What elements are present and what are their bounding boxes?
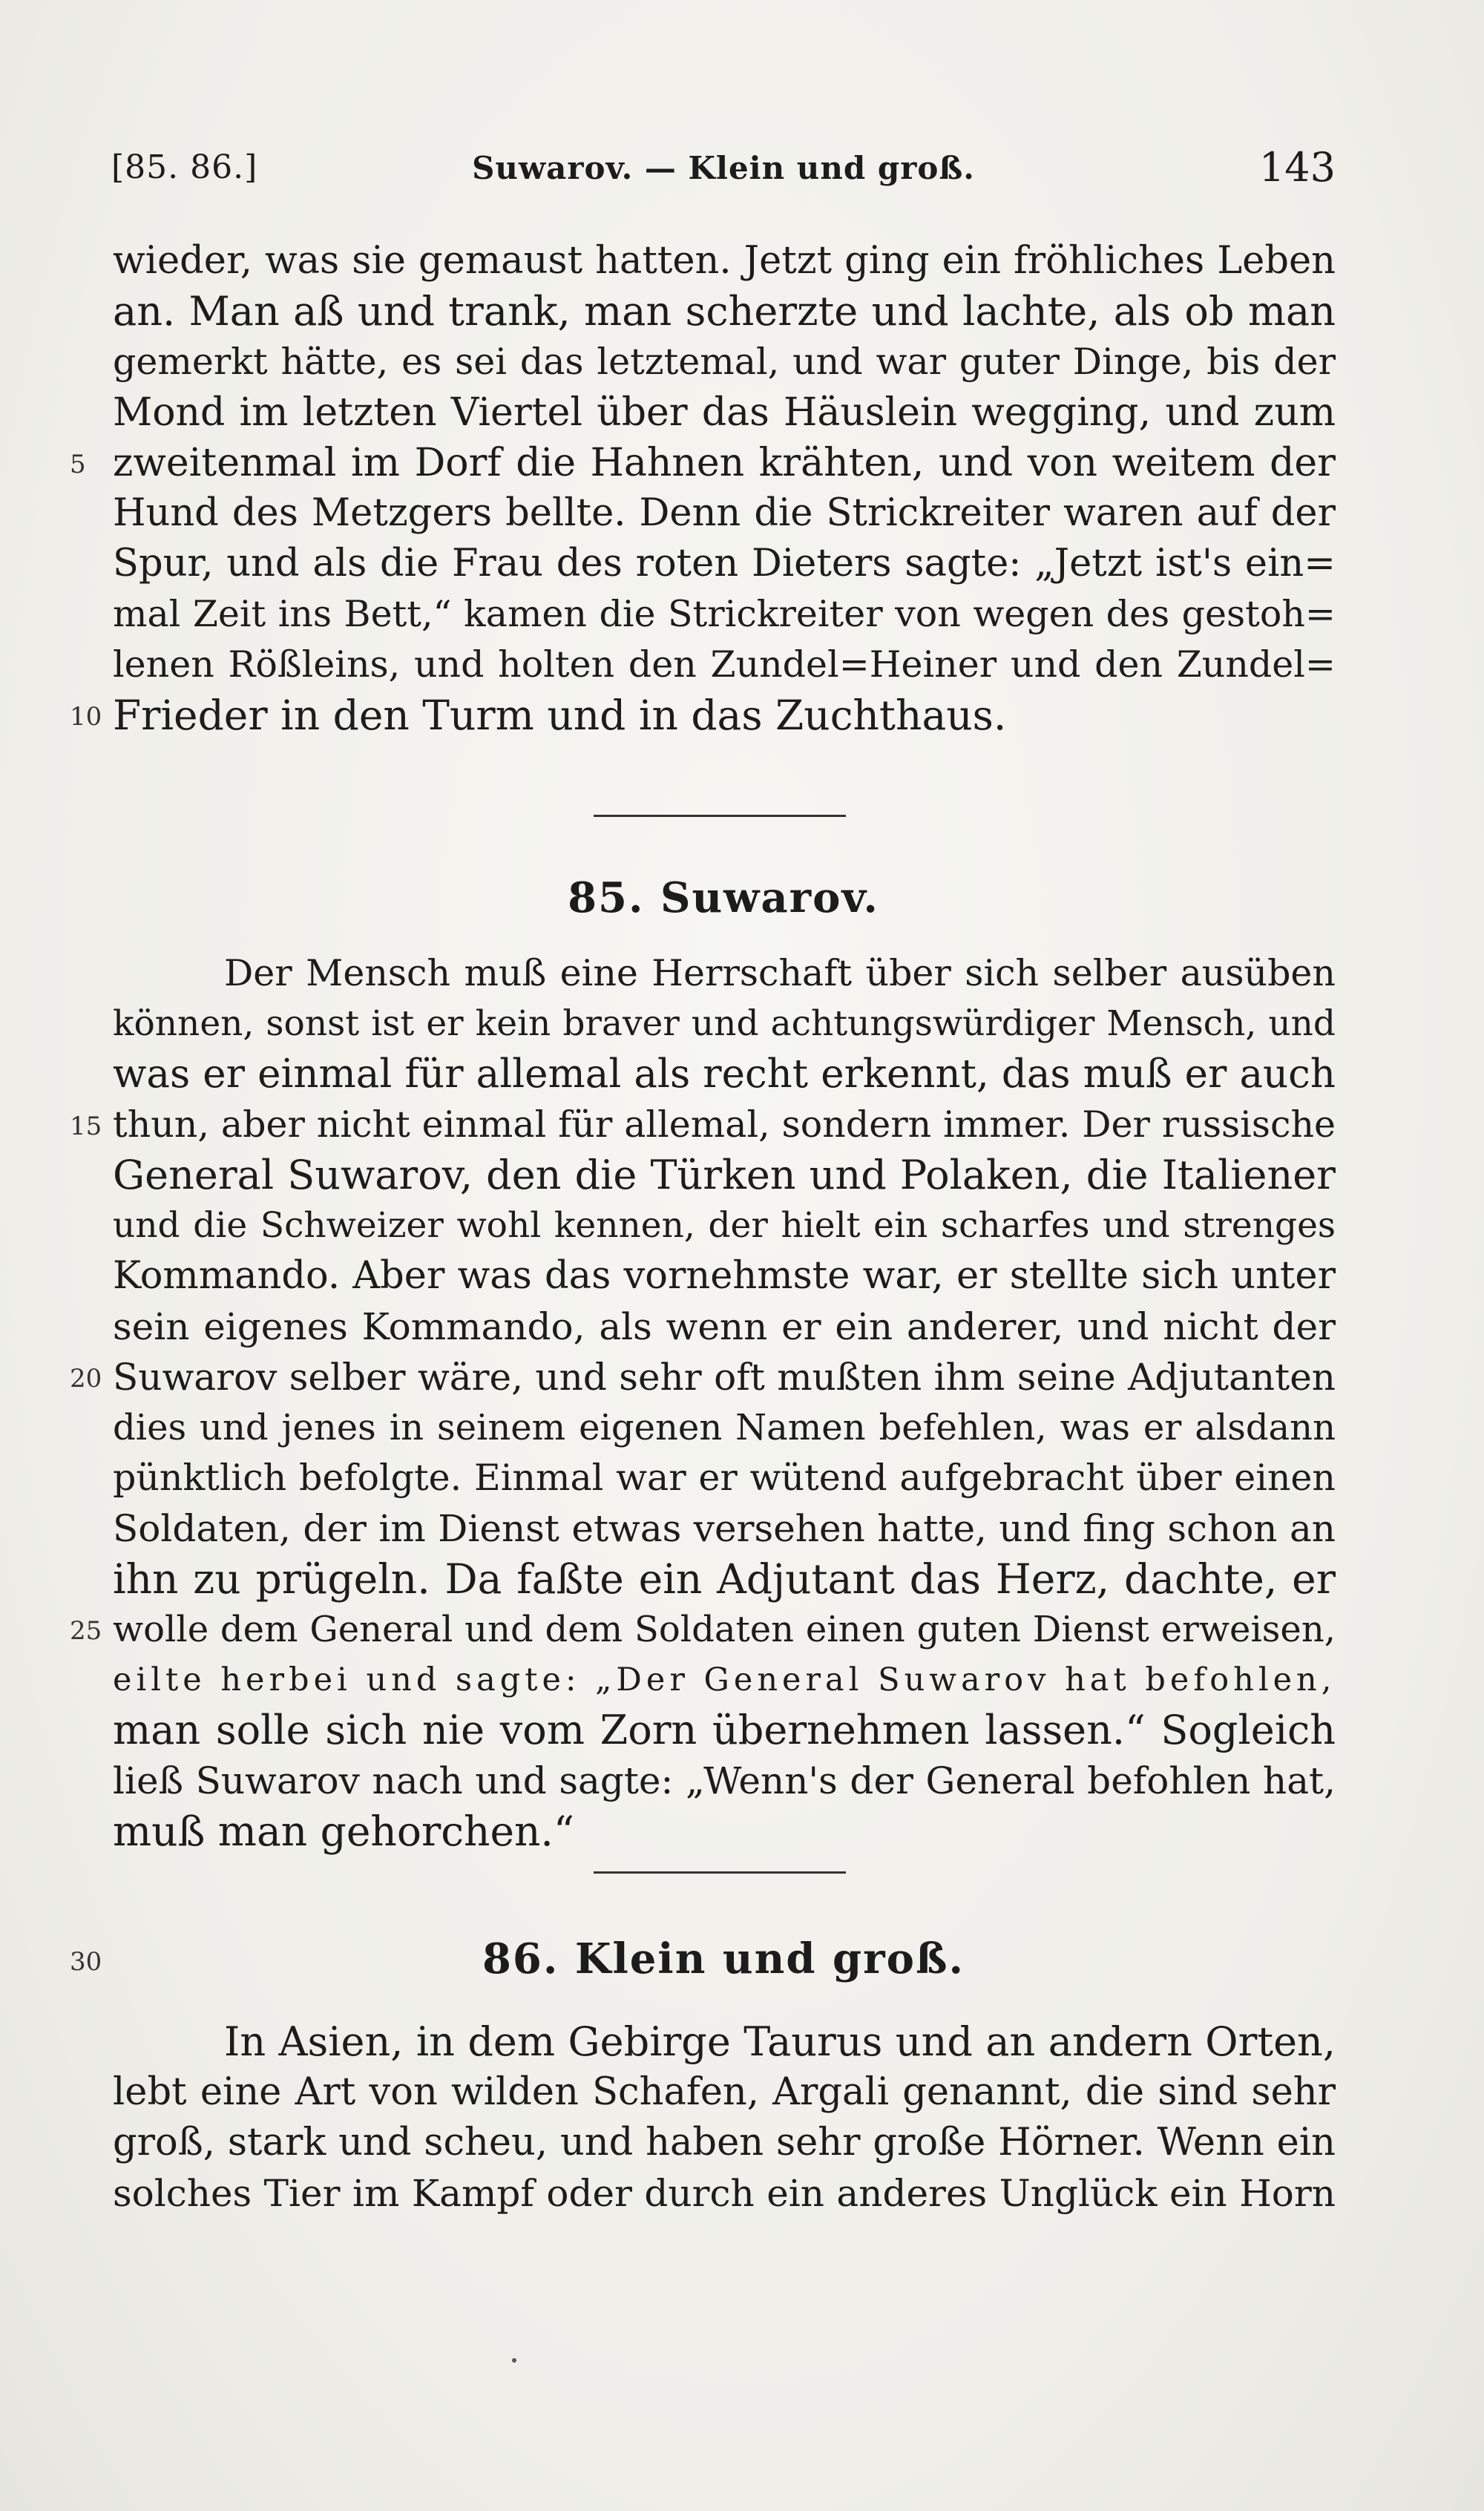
running-title: Suwarov. — Klein und groß. — [472, 150, 975, 186]
text-line: pünktlich befolgte. Einmal war er wütend aufgebracht über einen — [113, 1457, 1336, 1499]
line-number: 20 — [70, 1364, 102, 1394]
section-title-85: 85. Suwarov. — [568, 873, 879, 922]
section-range: [85. 86.] — [111, 148, 258, 186]
line-number: 30 — [70, 1947, 102, 1977]
text-line: Spur, und als die Frau des roten Dieters sagte: „Jetzt ist's ein= — [113, 542, 1336, 585]
text-line: und die Schweizer wohl kennen, der hielt ein scharfes und strenges — [113, 1205, 1336, 1246]
text-line: solches Tier im Kampf oder durch ein anderes Unglück ein Horn — [113, 2172, 1336, 2215]
text-line: lenen Rößleins, und holten den Zundel=Heiner und den Zundel= — [113, 643, 1336, 686]
text-line: was er einmal für allemal als recht erkennt, das muß er auch — [113, 1051, 1336, 1097]
text-line: wolle dem General und dem Soldaten einen guten Dienst erweisen, — [113, 1609, 1336, 1650]
text-line: General Suwarov, den die Türken und Polaken, die Italiener — [113, 1152, 1336, 1198]
text-line: thun, aber nicht einmal für allemal, sondern immer. Der russische — [113, 1103, 1336, 1146]
text-line: ihn zu prügeln. Da faßte ein Adjutant das Herz, dachte, er — [113, 1555, 1336, 1603]
text-line: Hund des Metzgers bellte. Denn die Strickreiter waren auf der — [113, 491, 1336, 535]
text-line: gemerkt hätte, es sei das letztemal, und war guter Dinge, bis der — [113, 341, 1336, 383]
text-line: zweitenmal im Dorf die Hahnen krähten, und von weitem der — [113, 441, 1336, 485]
text-line: Frieder in den Turm und in das Zuchthaus. — [113, 692, 1007, 739]
text-line: dies und jenes in seinem eigenen Namen befehlen, was er alsdann — [113, 1407, 1336, 1448]
text-line: muß man gehorchen.“ — [113, 1808, 575, 1855]
text-line: In Asien, in dem Gebirge Taurus und an andern Orten, — [224, 2018, 1336, 2065]
line-number: 25 — [70, 1616, 102, 1646]
section-divider — [594, 1871, 846, 1874]
text-line: Der Mensch muß eine Herrschaft über sich selber ausüben — [224, 952, 1336, 994]
text-line: Suwarov selber wäre, und sehr oft mußten ihm seine Adjutanten — [113, 1356, 1336, 1399]
text-line: mal Zeit ins Bett,“ kamen die Strickreiter von wegen des gestoh= — [113, 593, 1336, 635]
text-line: wieder, was sie gemaust hatten. Jetzt ging ein fröhliches Leben — [113, 239, 1336, 283]
text-line: lebt eine Art von wilden Schafen, Argali genannt, die sind sehr — [113, 2070, 1336, 2114]
line-number: 15 — [70, 1112, 102, 1141]
section-divider — [594, 815, 846, 817]
text-line: groß, stark und scheu, und haben sehr große Hörner. Wenn ein — [113, 2121, 1336, 2164]
text-line: Soldaten, der im Dienst etwas versehen hatte, und fing schon an — [113, 1507, 1336, 1550]
ink-speck — [512, 2358, 516, 2363]
text-line: eilte herbei und sagte: „Der General Suwarov hat befohlen, — [113, 1661, 1336, 1698]
section-title-86: 86. Klein und groß. — [482, 1934, 965, 1983]
text-line: sein eigenes Kommando, als wenn er ein anderer, und nicht der — [113, 1305, 1336, 1348]
running-header — [111, 144, 1336, 200]
line-number: 5 — [70, 450, 86, 479]
page-number: 143 — [1258, 144, 1336, 191]
text-line: Kommando. Aber was das vornehmste war, er stellte sich unter — [113, 1254, 1336, 1298]
text-line: Mond im letzten Viertel über das Häuslein wegging, und zum — [113, 390, 1336, 435]
text-line: können, sonst ist er kein braver und achtungswürdiger Mensch, und — [113, 1003, 1336, 1044]
text-line: ließ Suwarov nach und sagte: „Wenn's der General befohlen hat, — [113, 1759, 1336, 1802]
text-line: an. Man aß und trank, man scherzte und lachte, als ob man — [113, 288, 1336, 335]
line-number: 10 — [70, 702, 102, 732]
text-line: man solle sich nie vom Zorn übernehmen lassen.“ Sogleich — [113, 1707, 1336, 1753]
